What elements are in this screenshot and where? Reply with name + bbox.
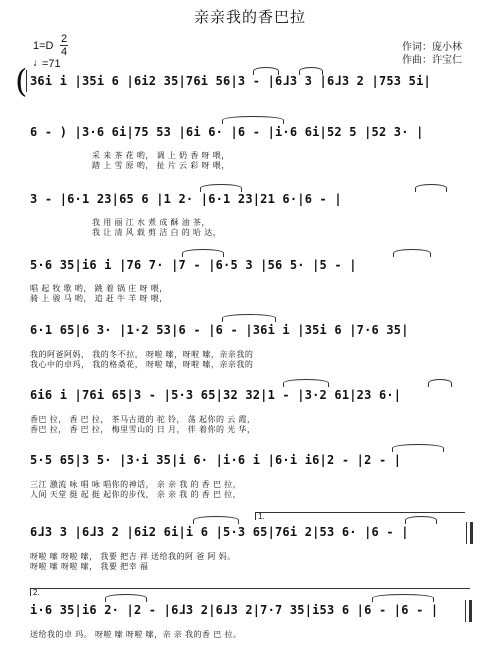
time-signature-denominator: 4	[61, 46, 68, 58]
slur	[222, 116, 284, 124]
start-barline	[26, 70, 27, 92]
second-ending-label: 2.	[33, 588, 40, 597]
slur	[222, 314, 276, 322]
notation-line-2: 6 - ) |3·6 6i|75 53 |6i 6· |6 - |i·6 6i|52 5 |52 3· |	[30, 125, 424, 139]
slur	[182, 249, 224, 257]
lyric-line-7a: 三江 激流 咏 唱 咏 唱你的神话， 亲 亲 我 的 香 巴 拉，	[30, 480, 242, 489]
slur	[405, 516, 437, 524]
lyric-line-5b: 我心中的卓玛， 我的格桑花， 呀啦 嗦，呀啦 嗦，亲亲我的	[30, 360, 254, 369]
first-ending-label: 1.	[258, 512, 265, 521]
lyric-line-7b: 人间 天堂 挺 起 挺 起你的步伐， 亲 亲 我 的 香 巴 拉，	[30, 490, 242, 499]
lyric-line-3b: 我 让 清 风 载 剪 洁 白 的 哈 达，	[92, 228, 222, 237]
slur	[105, 594, 147, 602]
lyric-line-4b: 骑 上 骏 马 哟， 追 赶 牛 羊 呀 喂，	[30, 294, 168, 303]
lyricist-credit: 作词：庞小林	[402, 42, 462, 53]
lyric-line-3a: 我 用 丽 江 水 煮 成 酥 油 茶，	[92, 218, 211, 227]
slur	[392, 444, 444, 452]
lyric-line-4a: 唱 起 牧 歌 哟， 跳 着 锅 庄 呀 喂，	[30, 284, 168, 293]
slur	[372, 594, 434, 602]
tempo-marking: =71	[42, 58, 61, 70]
repeat-barline-thin	[466, 522, 467, 544]
song-title: 亲亲我的香巴拉	[193, 9, 306, 26]
notation-line-1: 36i i |35i 6 |6i2 35|76i 56|3 - |6ɺ3 3 |6ɺ3 2 |753 5i|	[30, 74, 431, 88]
lyric-line-9a: 送给我的卓 玛。 呀啦 嗦 呀啦 嗦，亲 亲 我的香 巴 拉。	[30, 630, 242, 639]
slur	[299, 67, 323, 75]
notation-line-8: 6ɺ3 3 |6ɺ3 2 |6i2 6i|i 6 |5·3 65|76i 2|53 6· |6 - |	[30, 525, 409, 539]
composer-credit: 作曲：许宝仁	[402, 55, 462, 66]
notation-line-7: 5·5 65|3 5· |3·i 35|i 6· |i·6 i |6·i i6|2 - |2 - |	[30, 453, 402, 467]
notation-line-3: 3 - |6·1 23|65 6 |1 2· |6·1 23|21 6·|6 - |	[30, 192, 342, 206]
lyric-line-6b: 香巴 拉， 香 巴 拉， 梅里雪山的 日 月， 伴 着你的 光 华，	[30, 425, 256, 434]
first-ending-bracket	[255, 512, 465, 513]
final-barline-thick	[469, 600, 472, 622]
first-ending-bracket-left	[255, 512, 256, 520]
time-signature-numerator: 2	[61, 33, 68, 45]
notation-line-4: 5·6 35|i6 i |76 7· |7 - |6·5 3 |56 5· |5 - |	[30, 258, 357, 272]
slur	[200, 184, 242, 192]
second-ending-bracket-left	[30, 588, 31, 596]
key-signature: 1=D	[33, 40, 54, 52]
notation-line-6: 6i6 i |76i 65|3 - |5·3 65|32 32|1 - |3·2 61|23 6·|	[30, 388, 402, 402]
lyric-line-8a: 呀啦 嗦 呀啦 嗦， 我要 把吉 祥 送给我的阿 爸 阿 妈。	[30, 552, 236, 561]
repeat-barline-thick	[470, 522, 473, 544]
slur	[253, 67, 279, 75]
lyric-line-8b: 呀啦 嗦 呀啦 嗦， 我要 把幸 福	[30, 562, 149, 571]
quarter-note-icon: ♩	[33, 57, 44, 69]
notation-line-5: 6·1 65|6 3· |1·2 53|6 - |6 - |36i i |35i 6 |7·6 35|	[30, 323, 409, 337]
slur	[283, 379, 329, 387]
lyric-line-6a: 香巴 拉， 香 巴 拉， 茶马古道的 驼 铃， 荡 起你的 云 霞，	[30, 415, 256, 424]
final-barline-thin	[465, 600, 466, 622]
slur	[428, 379, 452, 387]
lyric-line-2b: 踏 上 雪 原 哟， 扯 片 云 彩 呀 喂，	[92, 161, 230, 170]
slur	[193, 516, 239, 524]
slur	[415, 184, 447, 192]
opening-bracket: (	[15, 62, 28, 100]
slur	[393, 249, 431, 257]
lyric-line-2a: 采 来 茶 花 哟， 调 上 奶 香 呀 喂，	[92, 151, 230, 160]
notation-line-9: i·6 35|i6 2· |2 - |6ɺ3 2|6ɺ3 2|7·7 35|i53 6 |6 - |6 - |	[30, 603, 439, 617]
lyric-line-5a: 我的阿爸阿妈， 我的冬不拉， 呀啦 嗦，呀啦 嗦，亲亲我的	[30, 350, 254, 359]
second-ending-bracket	[30, 588, 470, 589]
